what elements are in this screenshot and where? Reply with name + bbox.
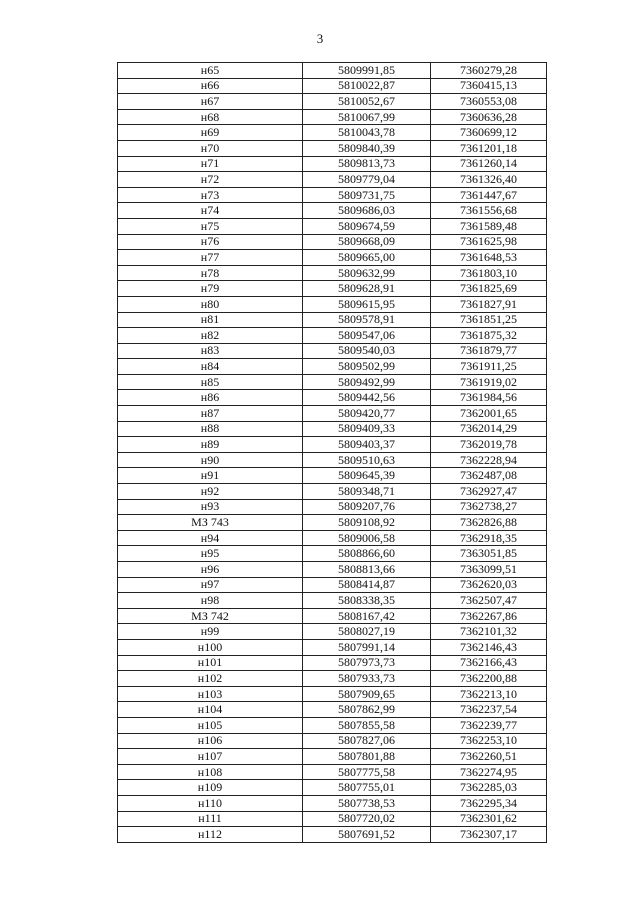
y-coordinate-cell: 7360553,08 bbox=[431, 94, 547, 110]
x-coordinate-cell: 5809207,76 bbox=[303, 499, 431, 515]
table-row bbox=[118, 172, 547, 188]
y-coordinate-cell: 7362301,62 bbox=[431, 811, 547, 827]
y-coordinate-cell: 7361984,56 bbox=[431, 390, 547, 406]
table-row bbox=[118, 702, 547, 718]
point-name-cell: н80 bbox=[118, 296, 303, 312]
point-name-cell: н105 bbox=[118, 717, 303, 733]
x-coordinate-cell: 5807827,06 bbox=[303, 733, 431, 749]
table-row bbox=[118, 359, 547, 375]
y-coordinate-cell: 7361919,02 bbox=[431, 374, 547, 390]
table-row bbox=[118, 577, 547, 593]
x-coordinate-cell: 5807855,58 bbox=[303, 717, 431, 733]
point-name-cell: н91 bbox=[118, 468, 303, 484]
point-name-cell: н72 bbox=[118, 172, 303, 188]
point-name-cell: н88 bbox=[118, 421, 303, 437]
x-coordinate-cell: 5809686,03 bbox=[303, 203, 431, 219]
y-coordinate-cell: 7362001,65 bbox=[431, 406, 547, 422]
y-coordinate-cell: 7362487,08 bbox=[431, 468, 547, 484]
point-name-cell: н85 bbox=[118, 374, 303, 390]
point-name-cell: н98 bbox=[118, 593, 303, 609]
table-row bbox=[118, 593, 547, 609]
y-coordinate-cell: 7362019,78 bbox=[431, 437, 547, 453]
point-name-cell: н99 bbox=[118, 624, 303, 640]
point-name-cell: н112 bbox=[118, 827, 303, 843]
x-coordinate-cell: 5809674,59 bbox=[303, 218, 431, 234]
table-row bbox=[118, 406, 547, 422]
point-name-cell: н94 bbox=[118, 530, 303, 546]
y-coordinate-cell: 7361879,77 bbox=[431, 343, 547, 359]
y-coordinate-cell: 7362146,43 bbox=[431, 639, 547, 655]
y-coordinate-cell: 7362738,27 bbox=[431, 499, 547, 515]
point-name-cell: н107 bbox=[118, 749, 303, 765]
y-coordinate-cell: 7362307,17 bbox=[431, 827, 547, 843]
x-coordinate-cell: 5808414,87 bbox=[303, 577, 431, 593]
y-coordinate-cell: 7361648,53 bbox=[431, 250, 547, 266]
y-coordinate-cell: 7361851,25 bbox=[431, 312, 547, 328]
x-coordinate-cell: 5809510,63 bbox=[303, 452, 431, 468]
table-row bbox=[118, 218, 547, 234]
point-name-cell: н109 bbox=[118, 780, 303, 796]
point-name-cell: н102 bbox=[118, 671, 303, 687]
point-name-cell: н66 bbox=[118, 78, 303, 94]
table-row bbox=[118, 156, 547, 172]
x-coordinate-cell: 5809502,99 bbox=[303, 359, 431, 375]
coordinates-table-body bbox=[118, 63, 547, 843]
x-coordinate-cell: 5808167,42 bbox=[303, 608, 431, 624]
x-coordinate-cell: 5809665,00 bbox=[303, 250, 431, 266]
table-row bbox=[118, 125, 547, 141]
y-coordinate-cell: 7362927,47 bbox=[431, 484, 547, 500]
y-coordinate-cell: 7361827,91 bbox=[431, 296, 547, 312]
y-coordinate-cell: 7362200,88 bbox=[431, 671, 547, 687]
point-name-cell: н92 bbox=[118, 484, 303, 500]
point-name-cell: н97 bbox=[118, 577, 303, 593]
point-name-cell: н111 bbox=[118, 811, 303, 827]
x-coordinate-cell: 5808338,35 bbox=[303, 593, 431, 609]
point-name-cell: н103 bbox=[118, 686, 303, 702]
table-row bbox=[118, 265, 547, 281]
point-name-cell: н108 bbox=[118, 764, 303, 780]
point-name-cell: н73 bbox=[118, 187, 303, 203]
y-coordinate-cell: 7360636,28 bbox=[431, 109, 547, 125]
table-row bbox=[118, 608, 547, 624]
table-row bbox=[118, 328, 547, 344]
point-name-cell: н79 bbox=[118, 281, 303, 297]
y-coordinate-cell: 7362260,51 bbox=[431, 749, 547, 765]
point-name-cell: н84 bbox=[118, 359, 303, 375]
table-row bbox=[118, 546, 547, 562]
x-coordinate-cell: 5809403,37 bbox=[303, 437, 431, 453]
y-coordinate-cell: 7362285,03 bbox=[431, 780, 547, 796]
table-row bbox=[118, 764, 547, 780]
table-row bbox=[118, 530, 547, 546]
x-coordinate-cell: 5809492,99 bbox=[303, 374, 431, 390]
table-row bbox=[118, 468, 547, 484]
x-coordinate-cell: 5809813,73 bbox=[303, 156, 431, 172]
point-name-cell: н83 bbox=[118, 343, 303, 359]
table-row bbox=[118, 717, 547, 733]
table-row bbox=[118, 374, 547, 390]
x-coordinate-cell: 5809540,03 bbox=[303, 343, 431, 359]
y-coordinate-cell: 7362507,47 bbox=[431, 593, 547, 609]
table-row bbox=[118, 296, 547, 312]
x-coordinate-cell: 5807755,01 bbox=[303, 780, 431, 796]
point-name-cell: н68 bbox=[118, 109, 303, 125]
point-name-cell: н86 bbox=[118, 390, 303, 406]
table-row bbox=[118, 749, 547, 765]
table-row bbox=[118, 671, 547, 687]
point-name-cell: н100 bbox=[118, 639, 303, 655]
point-name-cell: н89 bbox=[118, 437, 303, 453]
x-coordinate-cell: 5809578,91 bbox=[303, 312, 431, 328]
table-row bbox=[118, 203, 547, 219]
table-row bbox=[118, 421, 547, 437]
point-name-cell: н69 bbox=[118, 125, 303, 141]
point-name-cell: н104 bbox=[118, 702, 303, 718]
y-coordinate-cell: 7362014,29 bbox=[431, 421, 547, 437]
x-coordinate-cell: 5807909,65 bbox=[303, 686, 431, 702]
y-coordinate-cell: 7361201,18 bbox=[431, 140, 547, 156]
point-name-cell: н74 bbox=[118, 203, 303, 219]
y-coordinate-cell: 7362295,34 bbox=[431, 795, 547, 811]
table-row bbox=[118, 655, 547, 671]
table-row bbox=[118, 624, 547, 640]
point-name-cell: н110 bbox=[118, 795, 303, 811]
table-row bbox=[118, 811, 547, 827]
table-row bbox=[118, 795, 547, 811]
y-coordinate-cell: 7362253,10 bbox=[431, 733, 547, 749]
y-coordinate-cell: 7362237,54 bbox=[431, 702, 547, 718]
table-row bbox=[118, 499, 547, 515]
point-name-cell: н81 bbox=[118, 312, 303, 328]
table-row bbox=[118, 63, 547, 79]
y-coordinate-cell: 7362166,43 bbox=[431, 655, 547, 671]
point-name-cell: н67 bbox=[118, 94, 303, 110]
x-coordinate-cell: 5809442,56 bbox=[303, 390, 431, 406]
point-name-cell: н75 bbox=[118, 218, 303, 234]
y-coordinate-cell: 7362101,32 bbox=[431, 624, 547, 640]
y-coordinate-cell: 7362267,86 bbox=[431, 608, 547, 624]
x-coordinate-cell: 5807738,53 bbox=[303, 795, 431, 811]
table-row bbox=[118, 484, 547, 500]
point-name-cell: н71 bbox=[118, 156, 303, 172]
x-coordinate-cell: 5809840,39 bbox=[303, 140, 431, 156]
x-coordinate-cell: 5807801,88 bbox=[303, 749, 431, 765]
x-coordinate-cell: 5810043,78 bbox=[303, 125, 431, 141]
table-row bbox=[118, 452, 547, 468]
x-coordinate-cell: 5807973,73 bbox=[303, 655, 431, 671]
point-name-cell: н78 bbox=[118, 265, 303, 281]
table-row bbox=[118, 187, 547, 203]
y-coordinate-cell: 7361875,32 bbox=[431, 328, 547, 344]
y-coordinate-cell: 7362826,88 bbox=[431, 515, 547, 531]
point-name-cell: МЗ 742 bbox=[118, 608, 303, 624]
y-coordinate-cell: 7363051,85 bbox=[431, 546, 547, 562]
table-row bbox=[118, 562, 547, 578]
y-coordinate-cell: 7360699,12 bbox=[431, 125, 547, 141]
x-coordinate-cell: 5809547,06 bbox=[303, 328, 431, 344]
y-coordinate-cell: 7361803,10 bbox=[431, 265, 547, 281]
point-name-cell: н76 bbox=[118, 234, 303, 250]
x-coordinate-cell: 5807691,52 bbox=[303, 827, 431, 843]
table-row bbox=[118, 250, 547, 266]
point-name-cell: н106 bbox=[118, 733, 303, 749]
x-coordinate-cell: 5809779,04 bbox=[303, 172, 431, 188]
y-coordinate-cell: 7362228,94 bbox=[431, 452, 547, 468]
point-name-cell: н96 bbox=[118, 562, 303, 578]
x-coordinate-cell: 5809991,85 bbox=[303, 63, 431, 79]
x-coordinate-cell: 5807862,99 bbox=[303, 702, 431, 718]
x-coordinate-cell: 5809108,92 bbox=[303, 515, 431, 531]
point-name-cell: н87 bbox=[118, 406, 303, 422]
table-row bbox=[118, 109, 547, 125]
y-coordinate-cell: 7362239,77 bbox=[431, 717, 547, 733]
table-row bbox=[118, 343, 547, 359]
x-coordinate-cell: 5809006,58 bbox=[303, 530, 431, 546]
page-number: 3 bbox=[316, 31, 324, 46]
y-coordinate-cell: 7362620,03 bbox=[431, 577, 547, 593]
y-coordinate-cell: 7361260,14 bbox=[431, 156, 547, 172]
point-name-cell: н77 bbox=[118, 250, 303, 266]
x-coordinate-cell: 5809645,39 bbox=[303, 468, 431, 484]
x-coordinate-cell: 5809668,09 bbox=[303, 234, 431, 250]
x-coordinate-cell: 5809628,91 bbox=[303, 281, 431, 297]
coordinates-table bbox=[117, 62, 547, 843]
y-coordinate-cell: 7361911,25 bbox=[431, 359, 547, 375]
table-row bbox=[118, 437, 547, 453]
point-name-cell: н82 bbox=[118, 328, 303, 344]
y-coordinate-cell: 7361326,40 bbox=[431, 172, 547, 188]
point-name-cell: н93 bbox=[118, 499, 303, 515]
y-coordinate-cell: 7361556,68 bbox=[431, 203, 547, 219]
y-coordinate-cell: 7362213,10 bbox=[431, 686, 547, 702]
y-coordinate-cell: 7362918,35 bbox=[431, 530, 547, 546]
table-row bbox=[118, 390, 547, 406]
x-coordinate-cell: 5809731,75 bbox=[303, 187, 431, 203]
table-row bbox=[118, 78, 547, 94]
table-row bbox=[118, 780, 547, 796]
x-coordinate-cell: 5809420,77 bbox=[303, 406, 431, 422]
x-coordinate-cell: 5809615,95 bbox=[303, 296, 431, 312]
point-name-cell: н101 bbox=[118, 655, 303, 671]
x-coordinate-cell: 5809632,99 bbox=[303, 265, 431, 281]
x-coordinate-cell: 5810022,87 bbox=[303, 78, 431, 94]
x-coordinate-cell: 5810067,99 bbox=[303, 109, 431, 125]
table-row bbox=[118, 234, 547, 250]
table-row bbox=[118, 827, 547, 843]
point-name-cell: МЗ 743 bbox=[118, 515, 303, 531]
table-row bbox=[118, 515, 547, 531]
y-coordinate-cell: 7361589,48 bbox=[431, 218, 547, 234]
y-coordinate-cell: 7361447,67 bbox=[431, 187, 547, 203]
x-coordinate-cell: 5808866,60 bbox=[303, 546, 431, 562]
table-row bbox=[118, 312, 547, 328]
point-name-cell: н95 bbox=[118, 546, 303, 562]
table-row bbox=[118, 140, 547, 156]
y-coordinate-cell: 7361825,69 bbox=[431, 281, 547, 297]
x-coordinate-cell: 5807775,58 bbox=[303, 764, 431, 780]
x-coordinate-cell: 5807933,73 bbox=[303, 671, 431, 687]
point-name-cell: н70 bbox=[118, 140, 303, 156]
y-coordinate-cell: 7360279,28 bbox=[431, 63, 547, 79]
x-coordinate-cell: 5809409,33 bbox=[303, 421, 431, 437]
table-row bbox=[118, 281, 547, 297]
y-coordinate-cell: 7360415,13 bbox=[431, 78, 547, 94]
y-coordinate-cell: 7361625,98 bbox=[431, 234, 547, 250]
point-name-cell: н90 bbox=[118, 452, 303, 468]
y-coordinate-cell: 7362274,95 bbox=[431, 764, 547, 780]
table-row bbox=[118, 733, 547, 749]
table-row bbox=[118, 639, 547, 655]
x-coordinate-cell: 5810052,67 bbox=[303, 94, 431, 110]
point-name-cell: н65 bbox=[118, 63, 303, 79]
x-coordinate-cell: 5808027,19 bbox=[303, 624, 431, 640]
y-coordinate-cell: 7363099,51 bbox=[431, 562, 547, 578]
table-row bbox=[118, 94, 547, 110]
table-row bbox=[118, 686, 547, 702]
x-coordinate-cell: 5808813,66 bbox=[303, 562, 431, 578]
x-coordinate-cell: 5807720,02 bbox=[303, 811, 431, 827]
x-coordinate-cell: 5809348,71 bbox=[303, 484, 431, 500]
x-coordinate-cell: 5807991,14 bbox=[303, 639, 431, 655]
